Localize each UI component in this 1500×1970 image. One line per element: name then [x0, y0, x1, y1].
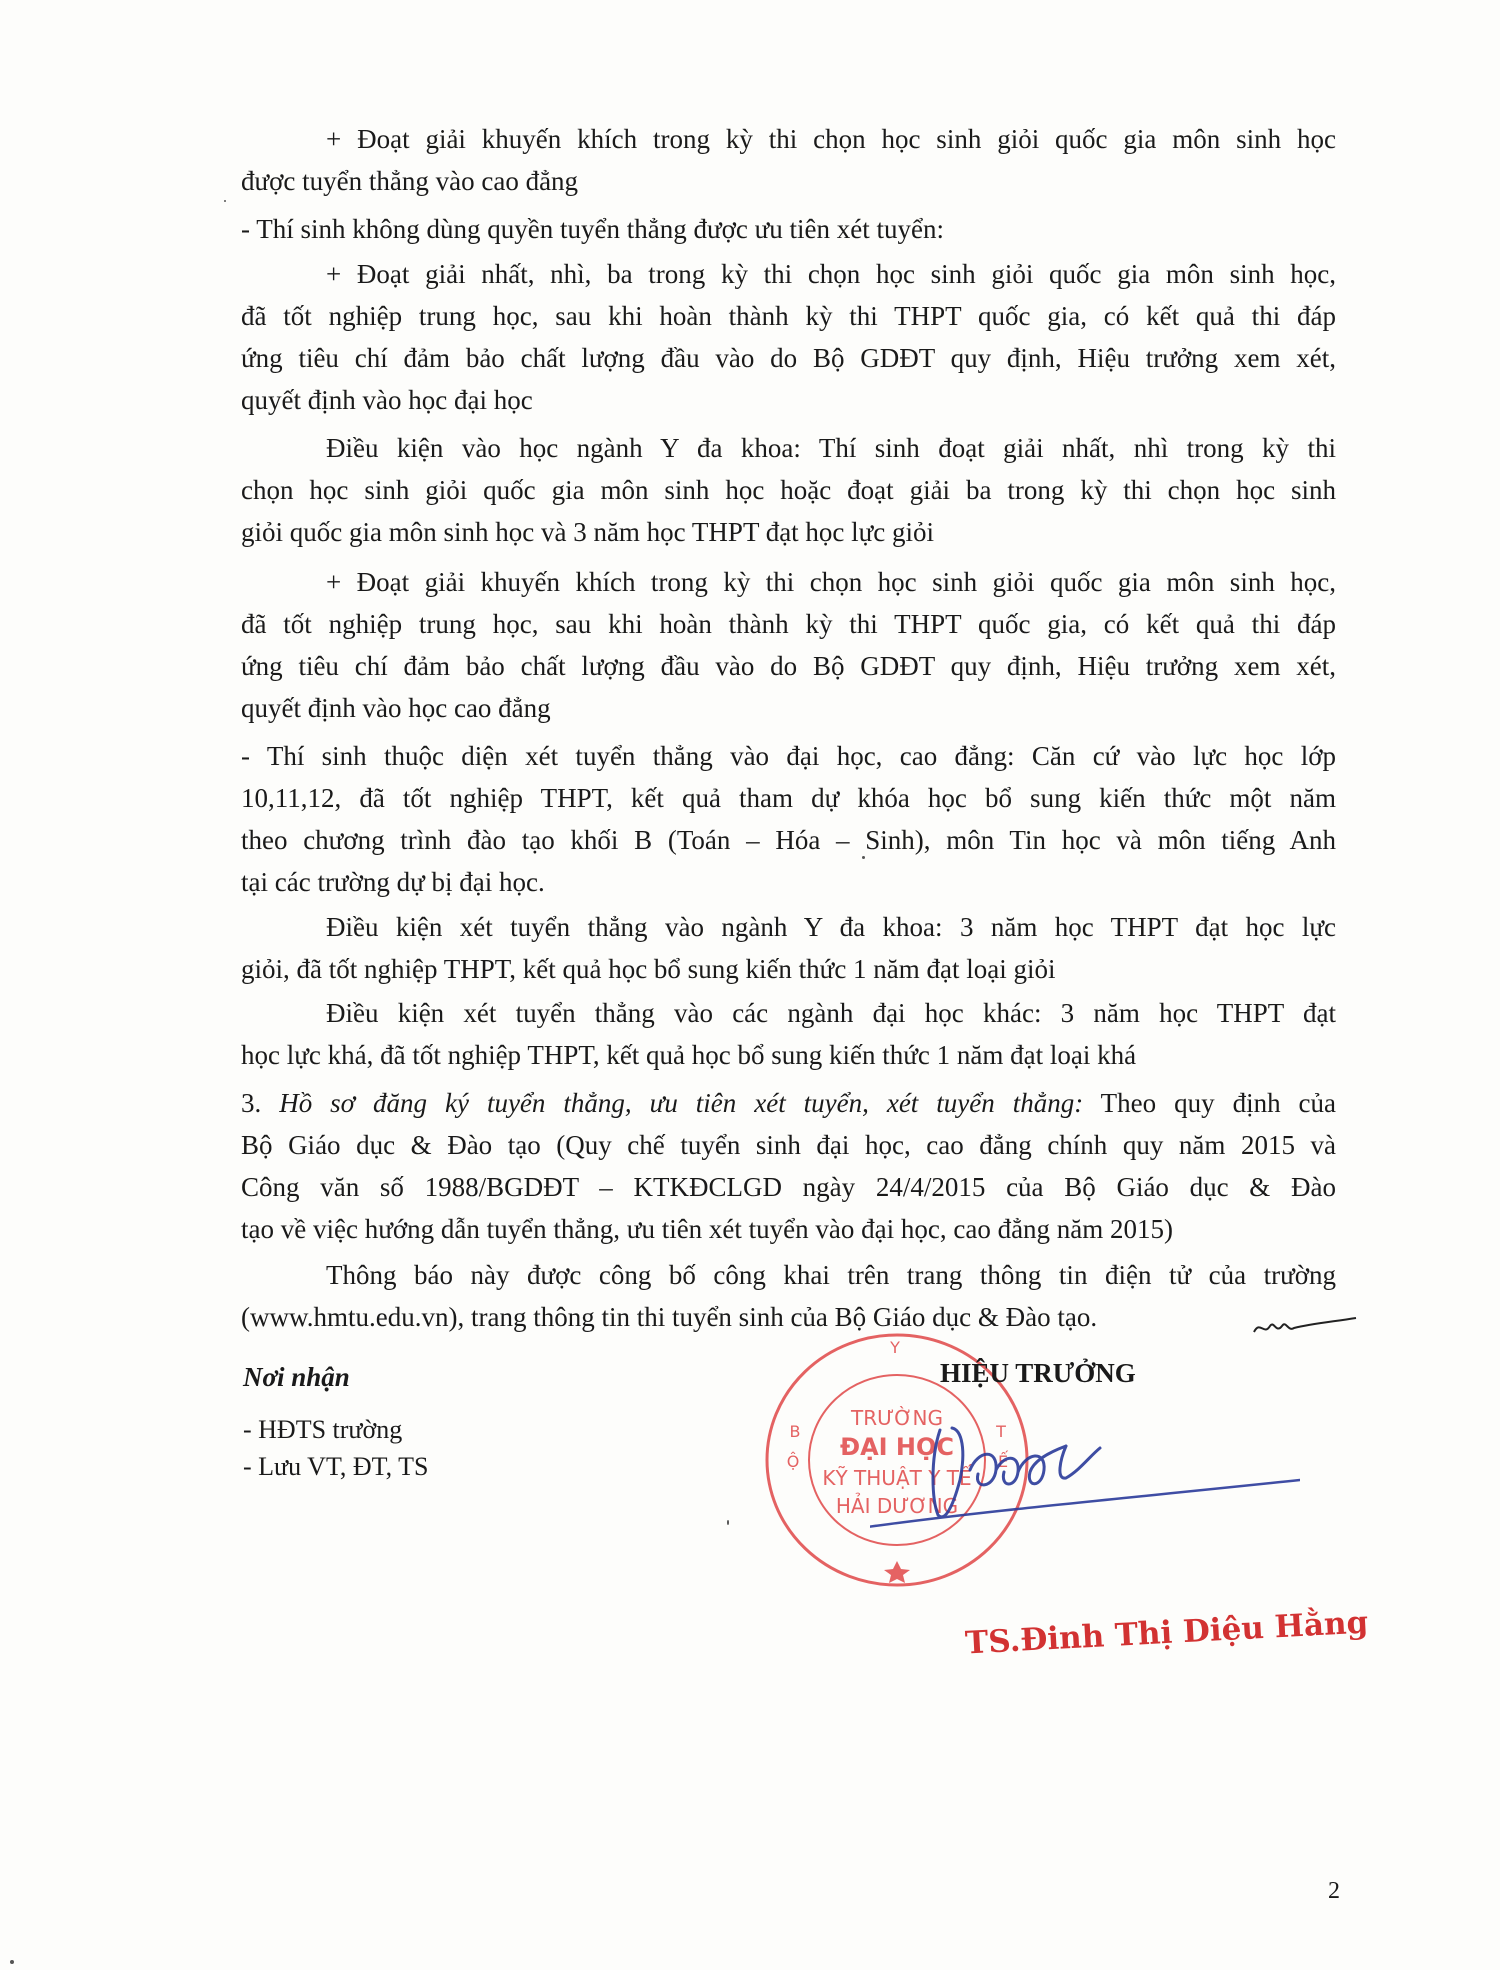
text-line: đã tốt nghiệp trung học, sau khi hoàn thành kỳ thi THPT quốc gia, có kết quả thi đáp [241, 301, 1336, 331]
text-line: quyết định vào học cao đẳng [241, 693, 551, 723]
recipient-item: - HĐTS trường [243, 1415, 403, 1444]
text-line: 10,11,12, đã tốt nghiệp THPT, kết quả tham dự khóa học bổ sung kiến thức một năm [241, 783, 1336, 813]
text-line: giỏi, đã tốt nghiệp THPT, kết quả học bổ sung kiến thức 1 năm đạt loại giỏi [241, 954, 1056, 984]
text-line: Điều kiện xét tuyển thẳng vào các ngành đại học khác: 3 năm học THPT đạt [326, 998, 1336, 1028]
stamp-ring-letter: T [996, 1422, 1006, 1441]
text-line: ứng tiêu chí đảm bảo chất lượng đầu vào do Bộ GDĐT quy định, Hiệu trưởng xem xét, [241, 343, 1336, 373]
text-run: Theo quy định của [1083, 1088, 1337, 1118]
scan-speck [862, 856, 865, 859]
recipient-item: - Lưu VT, ĐT, TS [243, 1452, 429, 1481]
paragraph-award-encouragement-priority [241, 561, 1336, 729]
paragraph-medicine-direct [241, 906, 1336, 990]
paragraph-dossier [241, 1082, 1336, 1250]
stamp-line: ĐẠI HỌC [839, 1433, 955, 1461]
stamp-ring-letter: Ộ [786, 1452, 800, 1471]
text-line: - Thí sinh thuộc diện xét tuyển thẳng vào đại học, cao đẳng: Căn cứ vào lực học lớp [241, 741, 1336, 771]
text-line: ứng tiêu chí đảm bảo chất lượng đầu vào do Bộ GDĐT quy định, Hiệu trưởng xem xét, [241, 651, 1336, 681]
text-line: + Đoạt giải nhất, nhì, ba trong kỳ thi chọn học sinh giỏi quốc gia môn sinh học, [326, 259, 1336, 289]
text-line [241, 1082, 1336, 1124]
initial-scribble-icon [1250, 1310, 1360, 1340]
text-line: được tuyển thẳng vào cao đẳng [241, 166, 579, 196]
text-line: + Đoạt giải khuyến khích trong kỳ thi chọn học sinh giỏi quốc gia môn sinh học [326, 124, 1336, 154]
stamp-line: TRƯỜNG [851, 1406, 943, 1430]
text-line: Thông báo này được công bố công khai trên trang thông tin điện tử của trường [326, 1260, 1336, 1290]
scan-speck [727, 1520, 729, 1525]
text-line: (www.hmtu.edu.vn), trang thông tin thi tuyển sinh của Bộ Giáo dục & Đào tạo. [241, 1302, 1098, 1332]
paragraph-award-encouragement-college [241, 118, 1336, 202]
text-line: Điều kiện xét tuyển thẳng vào ngành Y đa khoa: 3 năm học THPT đạt học lực [326, 912, 1336, 942]
scan-speck [224, 200, 226, 202]
stamp-line: HẢI DƯƠNG [835, 1494, 959, 1518]
text-line: theo chương trình đào tạo khối B (Toán – Hóa – Sinh), môn Tin học và môn tiếng Anh [241, 825, 1336, 855]
paragraph-medicine-condition [241, 427, 1336, 553]
signer-name: TS.Đinh Thị Diệu Hằng [964, 1604, 1370, 1662]
paragraph-other-majors [241, 992, 1336, 1076]
text-line: tại các trường dự bị đại học. [241, 867, 545, 897]
handwritten-signature-icon [870, 1410, 1300, 1530]
text-line: chọn học sinh giỏi quốc gia môn sinh học hoặc đoạt giải ba trong kỳ thi chọn học sinh [241, 475, 1336, 505]
text-line: Điều kiện vào học ngành Y đa khoa: Thí sinh đoạt giải nhất, nhì trong kỳ thi [326, 433, 1336, 463]
paragraph-award-first-third [241, 253, 1336, 421]
text-line: giỏi quốc gia môn sinh học và 3 năm học THPT đạt học lực giỏi [241, 517, 935, 547]
section-number: 3. [241, 1088, 280, 1118]
text-line: quyết định vào học đại học [241, 385, 533, 415]
recipients-title: Nơi nhận [243, 1362, 350, 1392]
paragraph-priority-heading [241, 208, 1336, 250]
text-line: tạo về việc hướng dẫn tuyển thẳng, ưu tiên xét tuyển vào đại học, cao đẳng năm 2015) [241, 1214, 1174, 1244]
scan-speck [10, 1960, 14, 1964]
stamp-line: KỸ THUẬT Y TẾ [822, 1466, 972, 1490]
page-number: 2 [1328, 1878, 1340, 1904]
text-line: Công văn số 1988/BGDĐT – KTKĐCLGD ngày 24/4/2015 của Bộ Giáo dục & Đào [241, 1172, 1336, 1202]
text-line: - Thí sinh không dùng quyền tuyển thẳng được ưu tiên xét tuyển: [241, 214, 944, 244]
stamp-ring-letter: Y [890, 1338, 900, 1357]
paragraph-direct-admission [241, 735, 1336, 903]
section-heading: Hồ sơ đăng ký tuyển thẳng, ưu tiên xét tuyển, xét tuyển thẳng: [279, 1088, 1084, 1118]
text-line: đã tốt nghiệp trung học, sau khi hoàn thành kỳ thi THPT quốc gia, có kết quả thi đáp [241, 609, 1336, 639]
text-line: + Đoạt giải khuyến khích trong kỳ thi chọn học sinh giỏi quốc gia môn sinh học, [326, 567, 1336, 597]
text-line: học lực khá, đã tốt nghiệp THPT, kết quả học bổ sung kiến thức 1 năm đạt loại khá [241, 1040, 1137, 1070]
stamp-ring-letter: B [789, 1422, 801, 1441]
text-line: Bộ Giáo dục & Đào tạo (Quy chế tuyển sinh đại học, cao đẳng chính quy năm 2015 và [241, 1130, 1336, 1160]
stamp-ring-letter: Ế [997, 1452, 1009, 1471]
signature-title: HIỆU TRƯỞNG [940, 1358, 1136, 1388]
